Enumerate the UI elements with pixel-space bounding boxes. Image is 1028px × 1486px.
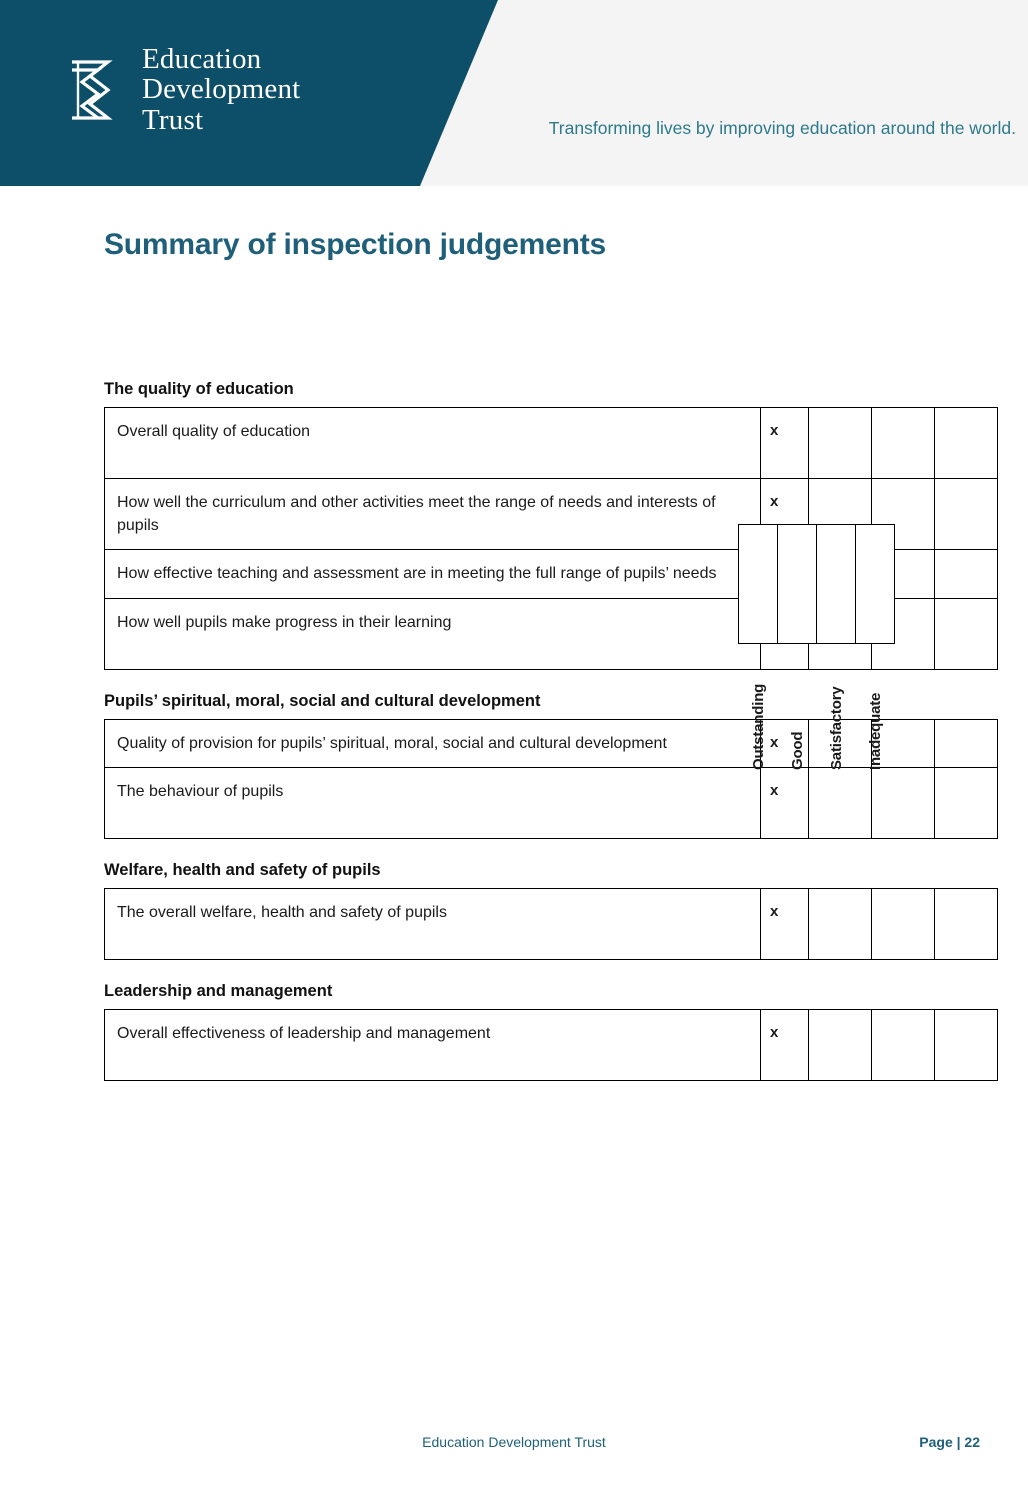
judgement-table-leadership-management — [104, 1009, 998, 1081]
brand-logo-line-1: Education — [142, 43, 262, 75]
footer-page-number: Page | 22 — [919, 1434, 980, 1450]
brand-tagline: Transforming lives by improving education around the world. — [548, 118, 1016, 138]
judgement-mark-inadequate[interactable] — [935, 767, 998, 838]
education-development-trust-logo-icon — [68, 56, 126, 124]
rating-column-inadequate-label: Inadequate — [866, 692, 884, 770]
rating-column-good-label: Good — [788, 731, 806, 770]
brand-logo-line-2: Development — [142, 73, 301, 106]
judgement-mark-good[interactable] — [809, 1009, 872, 1080]
judgement-mark-inadequate[interactable] — [935, 598, 998, 669]
rating-column-headers — [738, 524, 895, 770]
rating-column-outstanding — [739, 525, 778, 770]
judgement-mark-outstanding[interactable]: x — [761, 888, 809, 959]
judgement-mark-inadequate[interactable] — [935, 1009, 998, 1080]
section-heading-leadership-management: Leadership and management — [104, 981, 333, 1000]
page-title: Summary of inspection judgements — [104, 228, 607, 261]
table-row — [105, 888, 998, 959]
page-body — [0, 228, 1028, 1081]
rating-column-inadequate — [856, 525, 894, 770]
judgement-mark-satisfactory[interactable] — [872, 408, 935, 479]
judgement-mark-satisfactory[interactable] — [872, 767, 935, 838]
judgement-mark-outstanding[interactable]: x — [761, 1009, 809, 1080]
footer-organisation: Education Development Trust — [422, 1434, 606, 1450]
rating-column-good — [778, 525, 817, 770]
judgement-description: How well the curriculum and other activities meet the range of needs and interests of pupils — [105, 479, 761, 550]
judgement-mark-outstanding[interactable]: x — [761, 767, 809, 838]
table-row — [105, 767, 998, 838]
judgement-mark-satisfactory[interactable] — [872, 888, 935, 959]
judgement-description: The overall welfare, health and safety of pupils — [105, 888, 761, 959]
rating-column-outstanding-label: Outstanding — [749, 683, 767, 770]
section-heading-smsc-development: Pupils’ spiritual, moral, social and cultural development — [104, 691, 541, 710]
judgement-mark-inadequate[interactable] — [935, 888, 998, 959]
judgement-mark-outstanding[interactable]: x — [761, 719, 809, 767]
judgement-description: How effective teaching and assessment are in meeting the full range of pupils’ needs — [105, 550, 761, 598]
judgement-mark-good[interactable] — [809, 767, 872, 838]
brand-logo — [68, 44, 300, 135]
judgement-mark-inadequate[interactable] — [935, 479, 998, 550]
judgement-description: Overall quality of education — [105, 408, 761, 479]
brand-logo-text — [142, 44, 300, 135]
judgement-description: The behaviour of pupils — [105, 767, 761, 838]
judgement-mark-outstanding[interactable]: x — [761, 479, 809, 550]
judgement-mark-satisfactory[interactable] — [872, 1009, 935, 1080]
page-header — [0, 0, 1028, 186]
judgement-description: Overall effectiveness of leadership and management — [105, 1009, 761, 1080]
judgement-mark-good[interactable] — [809, 888, 872, 959]
judgement-table-welfare-health-safety — [104, 888, 998, 960]
table-row — [105, 719, 998, 767]
section-heading-quality-of-education: The quality of education — [104, 380, 294, 398]
judgement-mark-good[interactable] — [809, 408, 872, 479]
section-heading-welfare-health-safety: Welfare, health and safety of pupils — [104, 860, 381, 879]
table-row — [105, 408, 998, 479]
table-row — [105, 1009, 998, 1080]
rating-column-satisfactory — [817, 525, 856, 770]
judgement-mark-inadequate[interactable] — [935, 719, 998, 767]
judgement-table-smsc-development — [104, 719, 998, 839]
rating-column-satisfactory-label: Satisfactory — [827, 686, 845, 770]
judgement-description: How well pupils make progress in their learning — [105, 598, 761, 669]
judgement-mark-inadequate[interactable] — [935, 408, 998, 479]
judgement-mark-outstanding[interactable]: x — [761, 408, 809, 479]
judgement-mark-inadequate[interactable] — [935, 550, 998, 598]
brand-logo-line-3: Trust — [142, 103, 204, 136]
judgement-description: Quality of provision for pupils’ spiritual, moral, social and cultural development — [105, 719, 761, 767]
